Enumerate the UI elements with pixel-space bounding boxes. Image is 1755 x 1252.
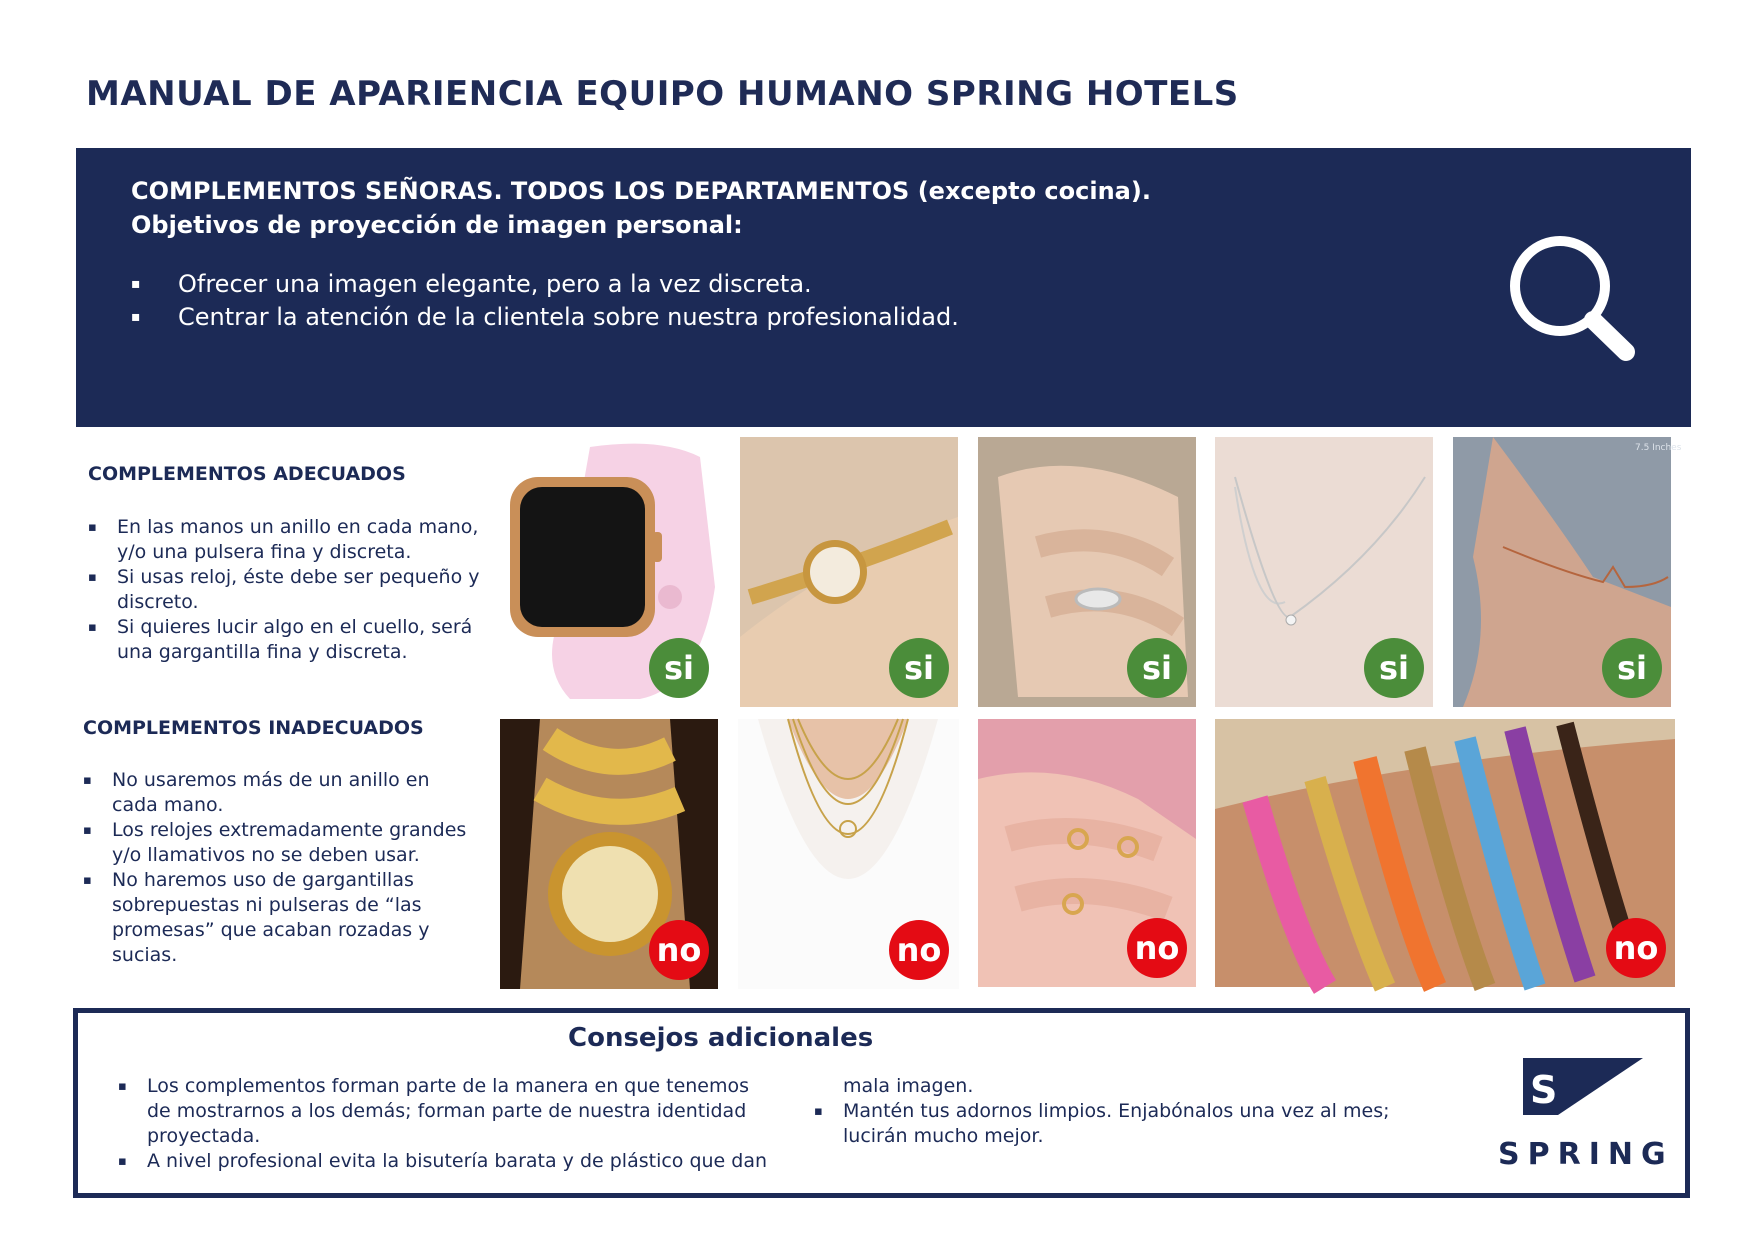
photo-friendship-bracelets <box>1215 719 1675 987</box>
spring-logo-text: SPRING <box>1498 1137 1674 1172</box>
page-title: MANUAL DE APARIENCIA EQUIPO HUMANO SPRING HOTELS <box>86 74 1239 114</box>
no-badge: no <box>649 920 709 980</box>
banner-bullets <box>131 268 959 334</box>
list-item: ▪ Si quieres lucir algo en el cuello, será una gargantilla fina y discreta. <box>88 615 483 665</box>
photo-fine-bracelet <box>1453 437 1682 707</box>
list-item: ▪ No haremos uso de gargantillas sobrepuestas ni pulseras de “las promesas” que acaban rozadas y sucias. <box>83 868 478 968</box>
photo-single-ring <box>978 437 1196 707</box>
list-item: ▪ Los relojes extremadamente grandes y/o llamativos no se deben usar. <box>83 818 478 868</box>
inadecuados-list <box>83 768 478 968</box>
consejos-title: Consejos adicionales <box>568 1023 874 1053</box>
list-item: ▪ Los complementos forman parte de la manera en que tenemos de mostrarnos a los demás; forman parte de nuestra identidad proyectada. <box>118 1074 778 1149</box>
search-icon <box>1502 230 1642 370</box>
banner-heading <box>131 174 1151 242</box>
objectives-banner <box>76 148 1691 427</box>
banner-line-2: Objetivos de proyección de imagen personal: <box>131 211 743 239</box>
list-item: ▪ En las manos un anillo en cada mano, y/o una pulsera fina y discreta. <box>88 515 483 565</box>
no-badge: no <box>1606 918 1666 978</box>
si-badge: si <box>1364 638 1424 698</box>
list-item: ▪ Mantén tus adornos limpios. Enjabónalos una vez al mes; lucirán mucho mejor. <box>814 1099 1454 1149</box>
photo-pink-smartwatch <box>500 437 718 707</box>
no-badge: no <box>1127 918 1187 978</box>
si-badge: si <box>1127 638 1187 698</box>
si-badge: si <box>649 638 709 698</box>
si-badge: si <box>1602 638 1662 698</box>
svg-text:S: S <box>1530 1068 1558 1112</box>
banner-bullet: ▪ Centrar la atención de la clientela sobre nuestra profesionalidad. <box>131 301 959 334</box>
photo-fine-necklace <box>1215 437 1433 707</box>
adecuados-heading: COMPLEMENTOS ADECUADOS <box>88 463 406 485</box>
spring-logo <box>1498 1053 1674 1173</box>
list-item: ▪ Si usas reloj, éste debe ser pequeño y discreto. <box>88 565 483 615</box>
no-badge: no <box>889 920 949 980</box>
photo-layered-necklaces <box>738 719 959 989</box>
list-item: ▪ No usaremos más de un anillo en cada mano. <box>83 768 478 818</box>
banner-bullet: ▪ Ofrecer una imagen elegante, pero a la vez discreta. <box>131 268 959 301</box>
consejos-box <box>73 1008 1690 1198</box>
photo-small-watch <box>740 437 958 707</box>
list-item-continued: mala imagen. <box>843 1075 974 1097</box>
list-item: ▪ A nivel profesional evita la bisutería barata y de plástico que dan <box>118 1149 778 1174</box>
spring-flag-icon <box>1498 1053 1668 1123</box>
photo-multiple-rings <box>978 719 1196 987</box>
consejos-col-1 <box>118 1074 778 1174</box>
photo-big-gold-watch <box>500 719 718 989</box>
adecuados-list <box>88 515 483 665</box>
si-badge: si <box>889 638 949 698</box>
consejos-col-2 <box>814 1074 1454 1149</box>
banner-line-1: COMPLEMENTOS SEÑORAS. TODOS LOS DEPARTAMENTOS (excepto cocina). <box>131 177 1151 205</box>
inadecuados-heading: COMPLEMENTOS INADECUADOS <box>83 717 424 739</box>
photo-watermark: 7.5 Inches <box>1635 443 1682 453</box>
